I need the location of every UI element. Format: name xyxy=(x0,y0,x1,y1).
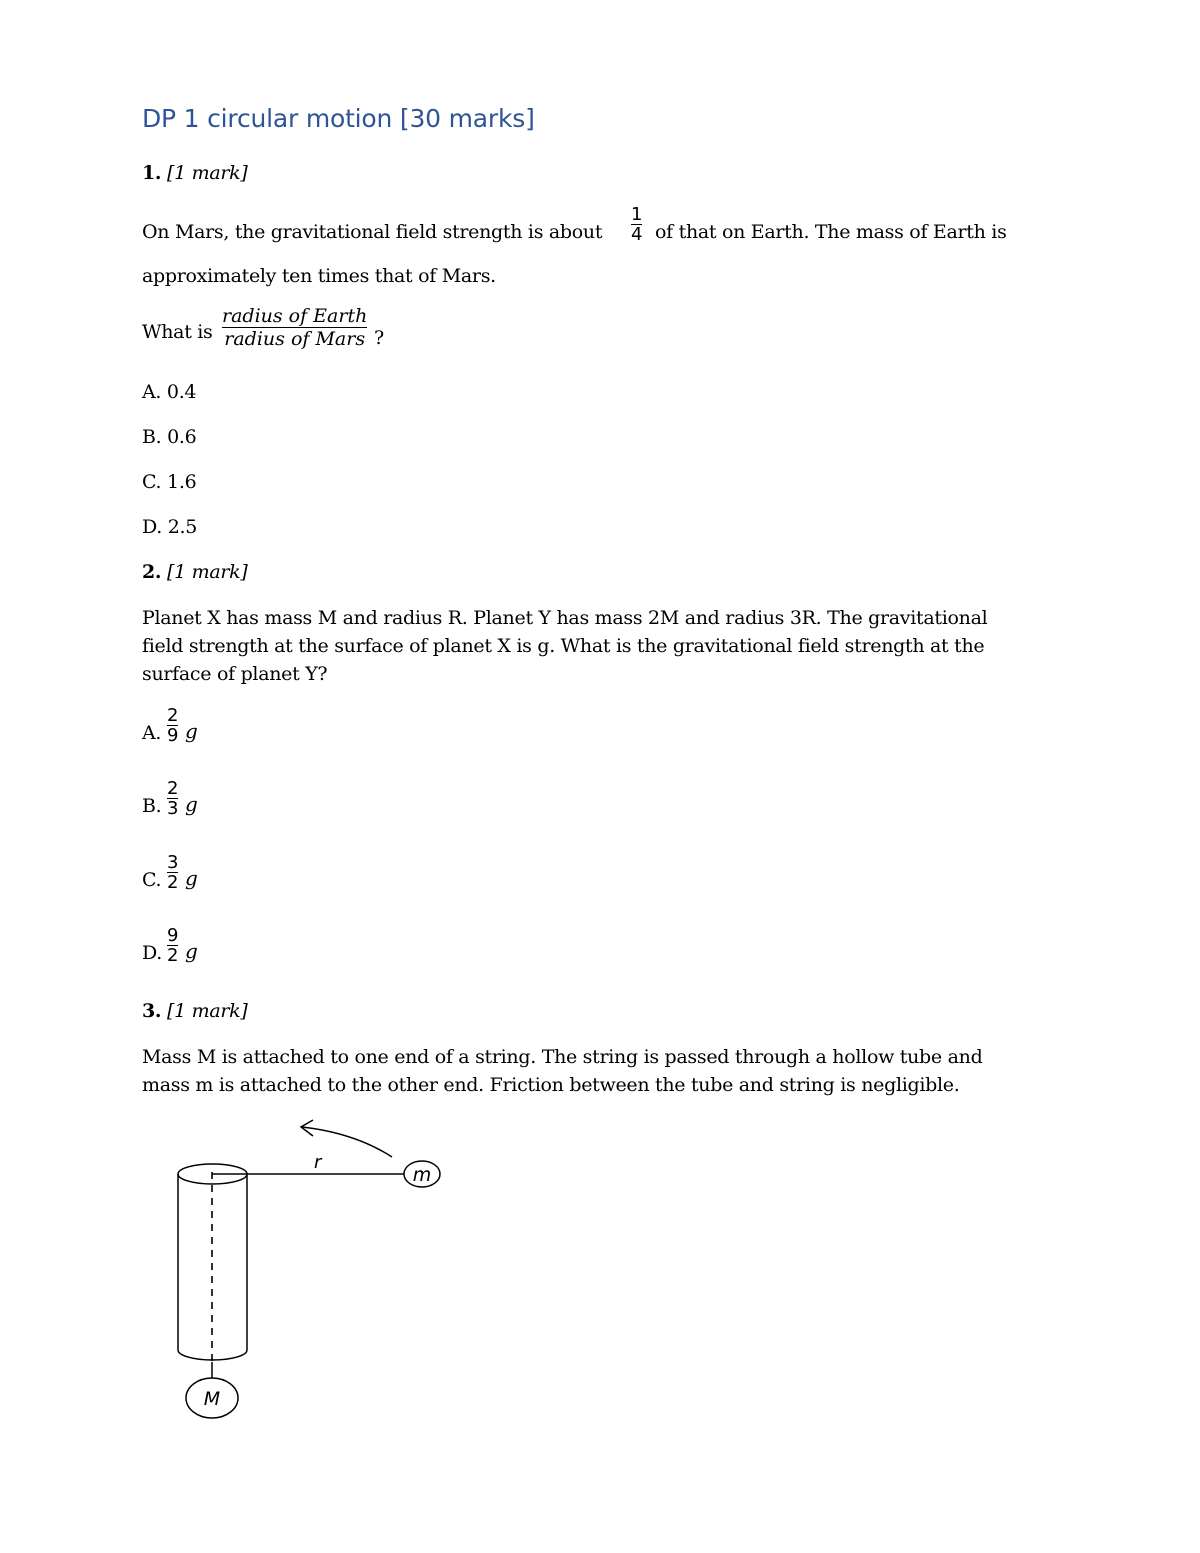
option-label: C. xyxy=(142,869,162,891)
option-variable: g xyxy=(185,719,198,743)
question-1-number: 1. xyxy=(142,162,162,184)
option-denominator: 3 xyxy=(167,798,179,819)
option-denominator: 2 xyxy=(167,872,179,893)
question-1-question-mark: ? xyxy=(374,327,384,349)
option-label: A. xyxy=(142,722,162,744)
question-1-option-c: C. 1.6 xyxy=(142,471,197,493)
question-1-what-is: What is xyxy=(142,321,213,343)
question-2-line-2: field strength at the surface of planet X is g. What is the gravitational field strength at the xyxy=(142,635,985,657)
option-numerator: 3 xyxy=(167,852,179,873)
radius-label: r xyxy=(314,1152,322,1173)
option-label: D. xyxy=(142,942,162,964)
option-variable: g xyxy=(185,939,198,963)
ratio-denominator: radius of Mars xyxy=(224,328,366,350)
option-numerator: 2 xyxy=(167,705,179,726)
question-1-marks: [1 mark] xyxy=(167,162,248,184)
fraction-denominator: 4 xyxy=(631,224,643,245)
question-3-line-1: Mass M is attached to one end of a string. The string is passed through a hollow tube and xyxy=(142,1046,983,1068)
large-mass-label: M xyxy=(203,1388,221,1410)
option-label: B. xyxy=(142,795,162,817)
question-2-number: 2. xyxy=(142,561,162,583)
question-3-number: 3. xyxy=(142,1000,162,1022)
small-mass-label: m xyxy=(412,1164,432,1186)
question-2-marks: [1 mark] xyxy=(167,561,248,583)
question-3-marks: [1 mark] xyxy=(167,1000,248,1022)
page-title: DP 1 circular motion [30 marks] xyxy=(142,104,535,133)
question-2-line-3: surface of planet Y? xyxy=(142,663,328,685)
option-numerator: 9 xyxy=(167,925,179,946)
fraction-numerator: 1 xyxy=(631,204,643,225)
question-3-line-2: mass m is attached to the other end. Friction between the tube and string is negligible. xyxy=(142,1074,960,1096)
question-1-option-a: A. 0.4 xyxy=(142,381,197,403)
option-numerator: 2 xyxy=(167,778,179,799)
option-variable: g xyxy=(185,866,198,890)
option-denominator: 9 xyxy=(167,725,179,746)
question-1-text-part1: On Mars, the gravitational field strength is about xyxy=(142,221,603,243)
ratio-numerator: radius of Earth xyxy=(222,305,368,327)
question-1-text-line2: approximately ten times that of Mars. xyxy=(142,265,496,287)
option-variable: g xyxy=(185,792,198,816)
question-1-option-d: D. 2.5 xyxy=(142,516,198,538)
question-1-option-b: B. 0.6 xyxy=(142,426,197,448)
question-2-line-1: Planet X has mass M and radius R. Planet Y has mass 2M and radius 3R. The gravitational xyxy=(142,607,988,629)
question-1-text-part2: of that on Earth. The mass of Earth is xyxy=(655,221,1007,243)
option-denominator: 2 xyxy=(167,945,179,966)
